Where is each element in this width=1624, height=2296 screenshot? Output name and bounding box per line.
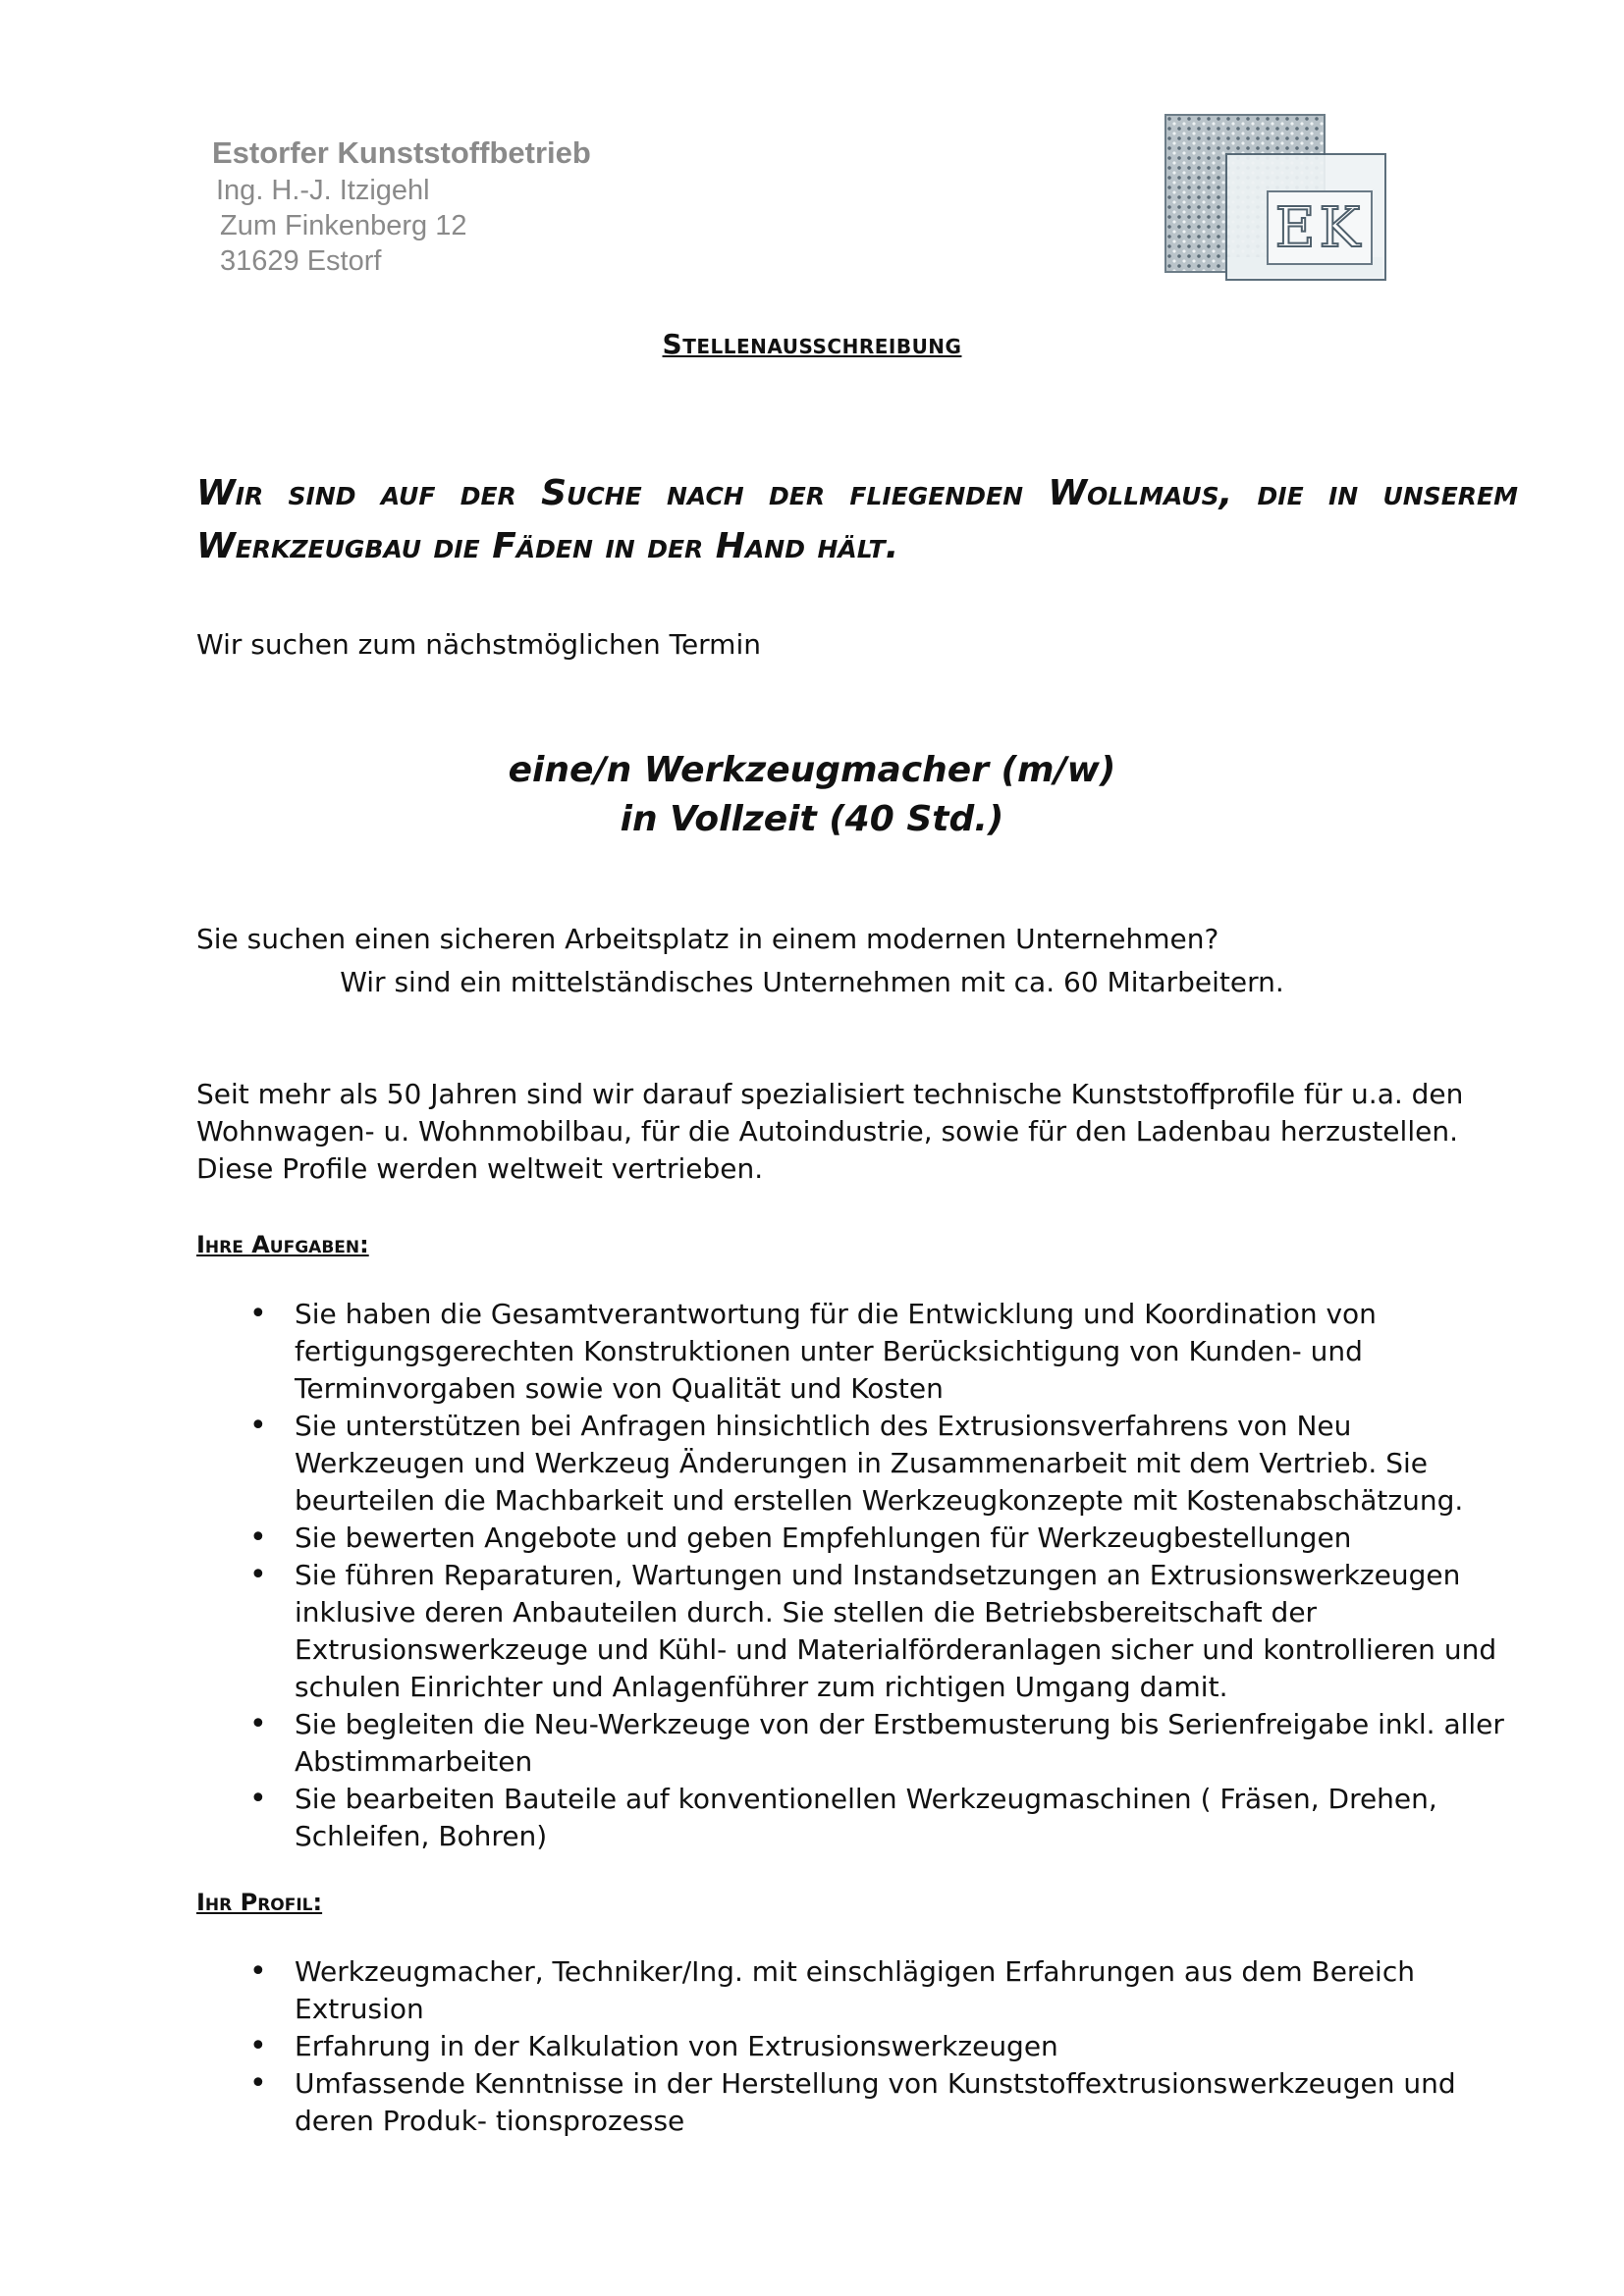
list-item: • Sie haben die Gesamtverantwortung für die Entwicklung und Koordination von fertigungsgerechten Konstruktionen unter Berücksichtigung von Kunden- und Terminvorgaben sowie von Qualität und Kosten <box>249 1296 1526 1408</box>
list-item: • Sie bewerten Angebote und geben Empfehlungen für Werkzeugbestellungen <box>249 1520 1526 1557</box>
company-logo-icon <box>1157 110 1388 279</box>
headline: Wir sind auf der Suche nach der fliegenden Wollmaus, die in unserem Werkzeugbau die Fäden in der Hand hält. <box>196 473 1518 566</box>
tasks-heading: Ihre Aufgaben: <box>196 1231 369 1258</box>
profile-list <box>249 1953 1526 2140</box>
sender-address <box>212 133 591 279</box>
page-title: Stellenausschreibung <box>662 328 962 360</box>
list-item: • Sie bearbeiten Bauteile auf konventionellen Werkzeugmaschinen ( Fräsen, Drehen, Schleifen, Bohren) <box>249 1781 1526 1855</box>
profile-heading: Ihr Profil: <box>196 1889 323 1916</box>
list-item: • Erfahrung in der Kalkulation von Extrusionswerkzeugen <box>249 2028 1526 2065</box>
contact-person: Ing. H.-J. Itzigehl <box>216 175 430 206</box>
about-paragraph: Seit mehr als 50 Jahren sind wir darauf spezialisiert technische Kunststoffprofile für u.a. den Wohnwagen- u. Wohnmobilbau, für die Autoindustrie, sowie für den Ladenbau herzustellen. Diese Profile werden weltweit vertrieben. <box>196 1078 1464 1185</box>
tasks-list <box>249 1296 1526 1855</box>
city-address: 31629 Estorf <box>220 245 382 277</box>
list-item: • Werkzeugmacher, Techniker/Ing. mit einschlägigen Erfahrungen aus dem Bereich Extrusion <box>249 1953 1526 2028</box>
question-text: Sie suchen einen sicheren Arbeitsplatz in einem modernen Unternehmen? <box>196 923 1219 955</box>
position-line-2: in Vollzeit (40 Std.) <box>620 799 1004 839</box>
position-line-1: eine/n Werkzeugmacher (m/w) <box>508 750 1116 790</box>
street-address: Zum Finkenberg 12 <box>220 210 467 241</box>
logo-letters: EK <box>1267 190 1373 265</box>
intro-text: Wir suchen zum nächstmöglichen Termin <box>196 628 761 661</box>
position-title <box>0 746 1624 844</box>
list-item: • Sie begleiten die Neu-Werkzeuge von der Erstbemusterung bis Serienfreigabe inkl. aller Abstimmarbeiten <box>249 1706 1526 1781</box>
list-item: • Sie unterstützen bei Anfragen hinsichtlich des Extrusionsverfahrens von Neu Werkzeugen und Werkzeug Änderungen in Zusammenarbeit mit dem Vertrieb. Sie beurteilen die Machbarkeit und erstellen Werkzeugkonzepte mit Kostenabschätzung. <box>249 1408 1526 1520</box>
company-size-text: Wir sind ein mittelständisches Unternehmen mit ca. 60 Mitarbeitern. <box>340 966 1284 998</box>
list-item: • Sie führen Reparaturen, Wartungen und Instandsetzungen an Extrusionswerkzeugen inklusive deren Anbauteilen durch. Sie stellen die Betriebsbereitschaft der Extrusionswerkzeuge und Kühl- und Materialförderanlagen sicher und kontrollieren und schulen Einrichter und Anlagenführer zum richtigen Umgang damit. <box>249 1557 1526 1706</box>
company-name: Estorfer Kunststoffbetrieb <box>212 135 591 170</box>
list-item: • Umfassende Kenntnisse in der Herstellung von Kunststoffextrusionswerkzeugen und deren Produk- tionsprozesse <box>249 2065 1526 2140</box>
